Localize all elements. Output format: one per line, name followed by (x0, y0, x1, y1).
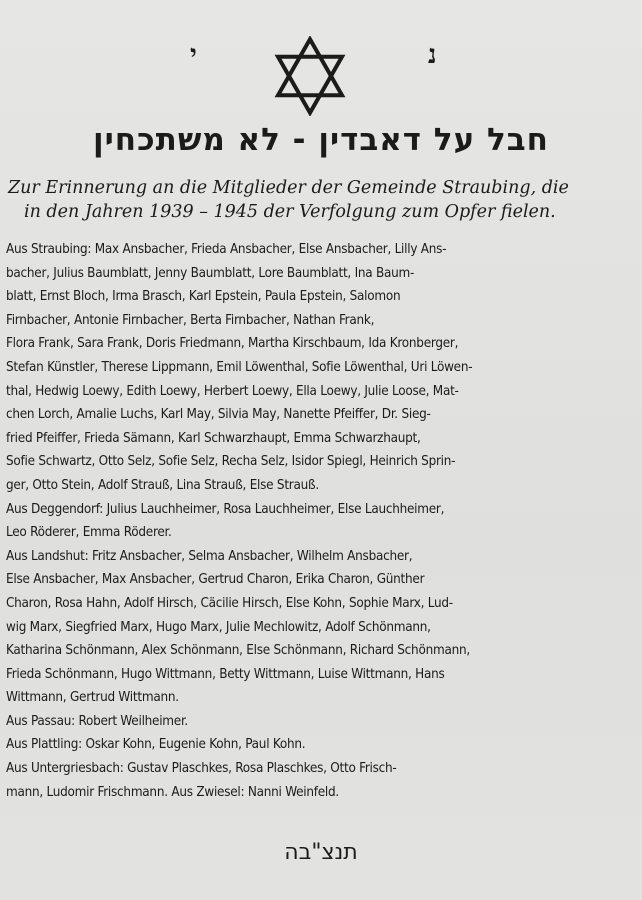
list-line: chen Lorch, Amalie Luchs, Karl May, Silvia May, Nanette Pfeiffer, Dr. Sieg- (6, 407, 431, 423)
star-of-david-icon (270, 36, 350, 116)
list-line: Aus Deggendorf: Julius Lauchheimer, Rosa Lauchheimer, Else Lauchheimer, (6, 501, 445, 517)
hebrew-letter-left: נ (428, 40, 437, 70)
list-line: Flora Frank, Sara Frank, Doris Friedmann, Martha Kirschbaum, Ida Kronberger, (6, 336, 459, 352)
list-line: Frieda Schönmann, Hugo Wittmann, Betty Wittmann, Luise Wittmann, Hans (6, 666, 445, 682)
list-line: Aus Plattling: Oskar Kohn, Eugenie Kohn, Paul Kohn. (6, 737, 306, 753)
list-line: Else Ansbacher, Max Ansbacher, Gertrud Charon, Erika Charon, Günther (6, 572, 425, 588)
list-line: Firnbacher, Antonie Firnbacher, Berta Firnbacher, Nathan Frank, (6, 312, 375, 328)
list-line: Aus Passau: Robert Weilheimer. (6, 713, 189, 729)
list-line: mann, Ludomir Frischmann. Aus Zwiesel: Nanni Weinfeld. (6, 784, 339, 800)
hebrew-inscription: חבל על דאבדין - לא משתכחין (93, 122, 549, 158)
list-line: Aus Untergriesbach: Gustav Plaschkes, Rosa Plaschkes, Otto Frisch- (6, 761, 397, 777)
list-line: Aus Landshut: Fritz Ansbacher, Selma Ansbacher, Wilhelm Ansbacher, (6, 548, 413, 564)
memorial-heading (8, 176, 636, 224)
list-line: Aus Straubing: Max Ansbacher, Frieda Ansbacher, Else Ansbacher, Lilly Ans- (6, 242, 447, 257)
list-line: blatt, Ernst Bloch, Irma Brasch, Karl Epstein, Paula Epstein, Salomon (6, 289, 401, 305)
list-line: ger, Otto Stein, Adolf Strauß, Lina Strauß, Else Strauß. (6, 477, 319, 493)
list-line: Leo Röderer, Emma Röderer. (6, 525, 172, 541)
list-line: Katharina Schönmann, Alex Schönmann, Else Schönmann, Richard Schönmann, (6, 643, 470, 659)
list-line: fried Pfeiffer, Frieda Sämann, Karl Schwarzhaupt, Emma Schwarzhaupt, (6, 430, 421, 446)
heading-line: in den Jahren 1939 – 1945 der Verfolgung zum Opfer fielen. (24, 202, 556, 222)
list-line: Charon, Rosa Hahn, Adolf Hirsch, Cäcilie Hirsch, Else Kohn, Sophie Marx, Lud- (6, 595, 453, 611)
list-line: bacher, Julius Baumblatt, Jenny Baumblatt, Lore Baumblatt, Ina Baum- (6, 265, 415, 281)
heading-line: Zur Erinnerung an die Mitglieder der Gemeinde Straubing, die (8, 178, 569, 198)
list-line: Stefan Künstler, Therese Lippmann, Emil Löwenthal, Sofie Löwenthal, Uri Löwen- (6, 359, 473, 375)
list-line: Wittmann, Gertrud Wittmann. (6, 690, 179, 706)
hebrew-letter-right: י (190, 40, 197, 70)
hebrew-closing-abbreviation: תנצ"בה (284, 840, 358, 865)
list-line: Sofie Schwartz, Otto Selz, Sofie Selz, Recha Selz, Isidor Spiegl, Heinrich Sprin- (6, 454, 456, 470)
victims-list (6, 238, 636, 804)
list-line: thal, Hedwig Loewy, Edith Loewy, Herbert Loewy, Ella Loewy, Julie Loose, Mat- (6, 383, 459, 399)
list-line: wig Marx, Siegfried Marx, Hugo Marx, Julie Mechlowitz, Adolf Schönmann, (6, 619, 431, 635)
